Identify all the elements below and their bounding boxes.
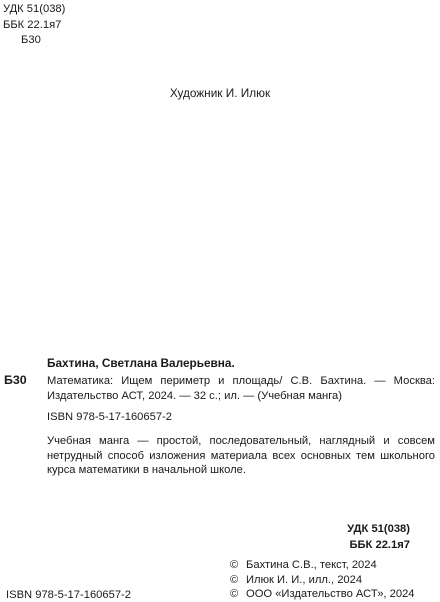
catalog-description: Математика: Ищем периметр и площадь/ С.В. Бахтина. — Москва: Издательство АСТ, 2024. — 32 с.; ил. — (Учебная манга)	[47, 375, 435, 402]
catalog-annotation: Учебная манга — простой, последовательный, наглядный и совсем нетрудный способ изложения материала всех основных тем школьного курса математики в начальной школе.	[47, 435, 435, 477]
copyright-line-illustrator	[230, 573, 415, 588]
copyright-sign: ©	[230, 559, 239, 571]
catalog-udk: УДК 51(038)	[347, 523, 410, 535]
copyright-text: Илюк И. И., илл., 2024	[246, 573, 363, 586]
copyright-text: ООО «Издательство АСТ», 2024	[246, 588, 415, 600]
copyright-block	[230, 558, 415, 602]
copyright-line-publisher	[230, 587, 415, 602]
copyright-sign: ©	[230, 588, 239, 600]
udk-header: УДК 51(038)	[3, 3, 66, 15]
artist-credit: Художник И. Илюк	[169, 86, 271, 100]
catalog-isbn: ISBN 978-5-17-160657-2	[47, 411, 173, 423]
copyright-sign: ©	[230, 573, 239, 586]
catalog-author: Бахтина, Светлана Валерьевна.	[47, 356, 235, 370]
footer-isbn: ISBN 978-5-17-160657-2	[6, 589, 132, 601]
copyright-line-author	[230, 558, 415, 573]
catalog-bbk: ББК 22.1я7	[349, 539, 410, 551]
bbk-header: ББК 22.1я7	[3, 19, 62, 31]
cutter-code-header: Б30	[21, 34, 41, 46]
catalog-cutter-code: Б30	[4, 373, 27, 387]
copyright-text: Бахтина С.В., текст, 2024	[246, 559, 377, 571]
